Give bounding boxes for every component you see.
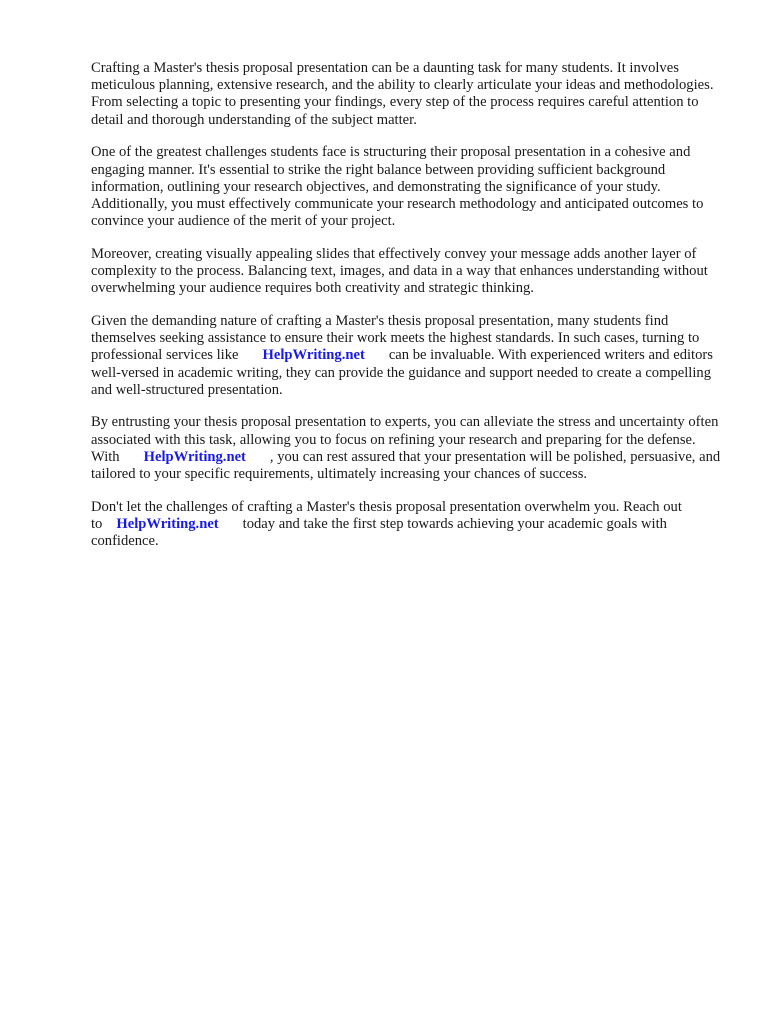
document-body (91, 60, 731, 566)
paragraph-assistance (91, 313, 731, 399)
paragraph-experts-text-after: , you can rest assured that your presentation will be polished, persuasive, and tailored to your specific requirements, ultimately increasing your chances of success. (91, 448, 721, 483)
paragraph-assistance-text-after: can be invaluable. With experienced writers and editors well-versed in academic writing, they can provide the guidance and support needed to create a compelling and well-structured presentation. (91, 347, 713, 398)
paragraph-assistance-text-before: Given the demanding nature of crafting a Master's thesis proposal presentation, many students find themselves seeking assistance to ensure their work meets the highest standards. In such cases, turning to professional services like (91, 312, 700, 364)
paragraph-cta-text-after: today and take the first step towards achieving your academic goals with confidence. (91, 515, 667, 550)
paragraph-call-to-action (91, 499, 731, 551)
paragraph-cta-text-before: Don't let the challenges of crafting a Master's thesis proposal presentation overwhelm you. Reach out to (91, 498, 682, 532)
paragraph-experts-text-before: By entrusting your thesis proposal presentation to experts, you can alleviate the stress and uncertainty often associated with this task, allowing you to focus on refining your research and preparing for the defense. With (91, 414, 719, 465)
paragraph-challenges: One of the greatest challenges students face is structuring their proposal presentation in a cohesive and engaging manner. It's essential to strike the right balance between providing sufficient background information, outlining your research objectives, and demonstrating the significance of your study. Additionally, you must effectively communicate your research methodology and anticipated outcomes to convince your audience of the merit of your project. (91, 144, 704, 230)
paragraph-intro: Crafting a Master's thesis proposal presentation can be a daunting task for many students. It involves meticulous planning, extensive research, and the ability to clearly articulate your ideas and methodologies. From selecting a topic to presenting your findings, every step of the process requires careful attention to detail and thorough understanding of the subject matter. (91, 60, 714, 128)
paragraph-slides: Moreover, creating visually appealing slides that effectively convey your message adds another layer of complexity to the process. Balancing text, images, and data in a way that enhances understanding without overwhelming your audience requires both creativity and strategic thinking. (91, 245, 708, 297)
helpwriting-link[interactable]: HelpWriting.net (262, 347, 365, 364)
helpwriting-link[interactable]: HelpWriting.net (143, 448, 246, 465)
paragraph-experts (91, 414, 731, 483)
helpwriting-link[interactable]: HelpWriting.net (116, 515, 219, 532)
